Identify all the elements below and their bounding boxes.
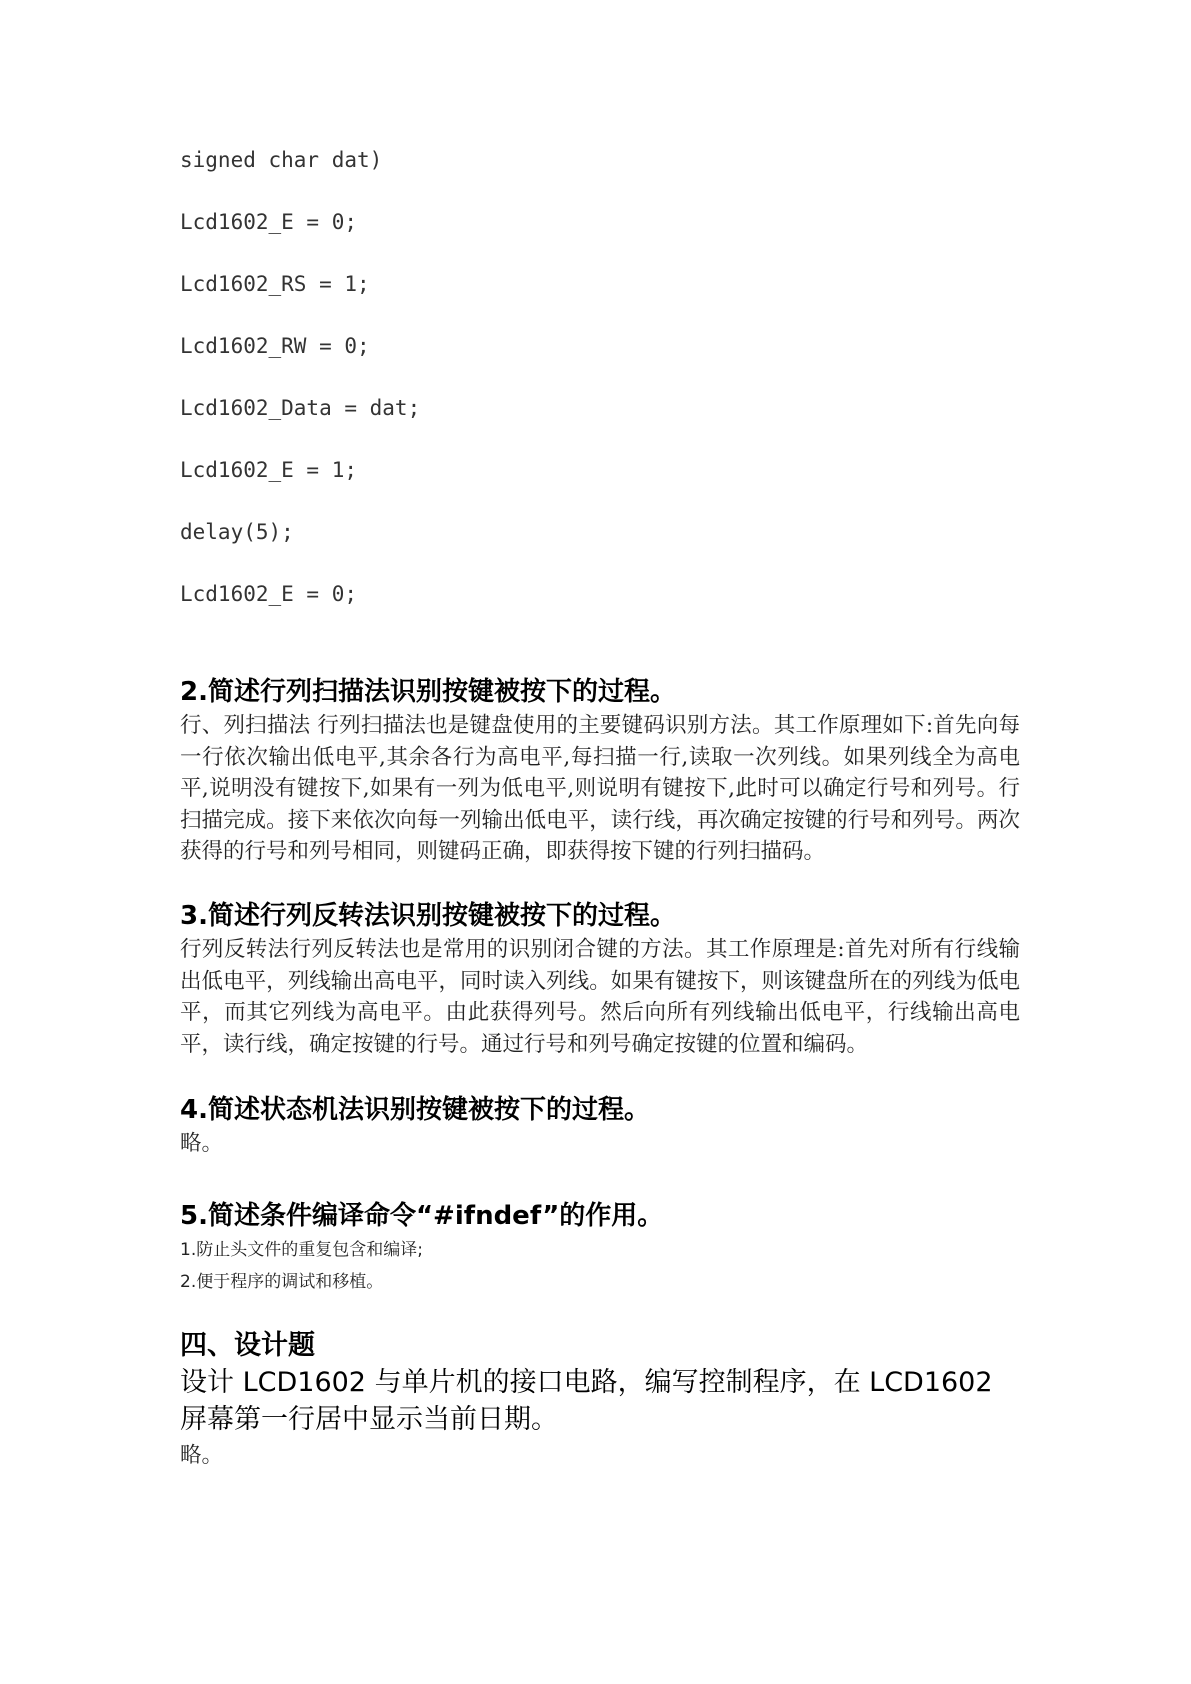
code-line: Lcd1602_RS = 1; [180,272,370,296]
code-line: Lcd1602_Data = dat; [180,396,421,420]
code-line: Lcd1602_E = 0; [180,210,358,234]
design-answer: 略。 [180,1443,224,1468]
code-line: Lcd1602_E = 1; [180,458,358,482]
question-3 [180,898,1020,1060]
question-2 [180,674,1020,868]
code-line: delay(5); [180,520,294,544]
question-5-item: 2.便于程序的调试和移植。 [180,1272,384,1292]
code-line: signed char dat) [180,148,383,172]
question-4-heading: 4.简述状态机法识别按键被按下的过程。 [180,1095,650,1125]
design-section-title: 四、设计题 [180,1330,315,1361]
question-3-heading: 3.简述行列反转法识别按键被按下的过程。 [180,901,676,931]
question-4 [180,1092,1020,1160]
question-2-answer: 行、列扫描法 行列扫描法也是键盘使用的主要键码识别方法。其工作原理如下:首先向每一行依次输出低电平,其余各行为高电平,每扫描一行,读取一次列线。如果列线全为高电平,说明没有键按下,如果有一列为低电平,则说明有键按下,此时可以确定行号和列号。行扫描完成。接下来依次向每一列输出低电平，读行线，再次确定按键的行号和列号。两次获得的行号和列号相同，则键码正确，即获得按下键的行列扫描码。 [180,713,1020,864]
question-5-heading: 5.简述条件编译命令“#ifndef”的作用。 [180,1201,664,1231]
question-5-item: 1.防止头文件的重复包含和编译; [180,1240,423,1260]
code-line: Lcd1602_RW = 0; [180,334,370,358]
design-question: 设计 LCD1602 与单片机的接口电路，编写控制程序，在 LCD1602 屏幕第一行居中显示当前日期。 [180,1367,993,1435]
question-5 [180,1198,1020,1298]
code-line: Lcd1602_E = 0; [180,582,358,606]
design-section [180,1327,1020,1472]
question-3-answer: 行列反转法行列反转法也是常用的识别闭合键的方法。其工作原理是:首先对所有行线输出低电平，列线输出高电平，同时读入列线。如果有键按下，则该键盘所在的列线为低电平，而其它列线为高电平。由此获得列号。然后向所有列线输出低电平，行线输出高电平，读行线，确定按键的行号。通过行号和列号确定按键的位置和编码。 [180,937,1020,1057]
question-4-answer: 略。 [180,1131,224,1156]
question-2-heading: 2.简述行列扫描法识别按键被按下的过程。 [180,677,676,707]
